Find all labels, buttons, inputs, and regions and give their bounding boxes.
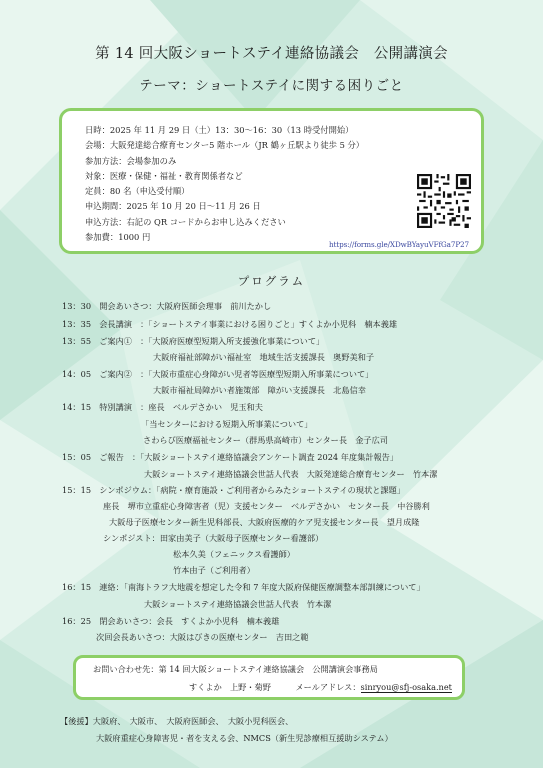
- program-item: 竹本由子（ご利用者）: [173, 565, 255, 575]
- program-item: 大阪ショートステイ連絡協議会世話人代表 竹本潔: [144, 599, 332, 609]
- program-item: 大阪市福祉局障がい者施策部 障がい支援課長 北島信幸: [153, 385, 366, 395]
- contact-names: すくよか 上野・菊野 メールアドレス：: [189, 682, 361, 692]
- program-item: 14：05 ご案内② ：「大阪市重症心身障がい児者等医療型短期入所事業について」: [62, 369, 374, 379]
- sponsors-line-1: 【後援】大阪府、 大阪市、 大阪府医師会、 大阪小児科医会、: [60, 716, 294, 726]
- program-item: 松本久美（フェニックス看護師）: [173, 549, 295, 559]
- program-item: 13：30 開会あいさつ：大阪府医師会理事 前川たかし: [62, 301, 272, 311]
- contact-office: お問い合わせ先：第 14 回大阪ショートステイ連絡協議会 公開講演会事務局: [93, 664, 378, 674]
- event-theme: テーマ：ショートステイに関する困りごと: [139, 78, 404, 94]
- program-title: プログラム: [237, 274, 306, 288]
- contact-box: [73, 655, 465, 700]
- program-item: 16：25 閉会あいさつ：会長 すくよか小児科 楠本義雄: [62, 616, 280, 626]
- program-item: 15：15 シンポジウム：「病院・療育施設・ご利用者からみたショートステイの現状と課題」: [62, 485, 405, 495]
- program-item: 「当センターにおける短期入所事業について」: [141, 419, 313, 429]
- sponsors-line-2: 大阪府重症心身障害児・者を支える会、NMCS（新生児診療相互援助システム）: [96, 733, 393, 743]
- program-item: 座長 堺市立重症心身障害者（児）支援センター ベルデさかい センター長 中谷勝利: [103, 501, 430, 511]
- info-apply-method: 申込方法：右記の QR コードからお申し込みください: [85, 216, 286, 227]
- program-item: 14：15 特別講演 ：座長 ベルデさかい 児玉和夫: [62, 402, 263, 412]
- program-item: さわらび医療福祉センター（群馬県高崎市）センター長 金子広司: [143, 435, 388, 445]
- info-date: 日時：2025 年 11 月 29 日（土）13：30～16：30（13 時受付開始）: [85, 125, 354, 135]
- event-title: 第 14 回大阪ショートステイ連絡協議会 公開講演会: [95, 46, 448, 62]
- info-method: 参加方法：会場参加のみ: [85, 155, 177, 166]
- program-item: 大阪母子医療センター新生児科部長、大阪府医療的ケア児支援センター長 望月成隆: [109, 517, 420, 527]
- program-item: 13：35 会長講演 ：「ショートステイ事業における困りごと」すくよか小児科 楠本義雄: [62, 319, 398, 329]
- program-item: シンポジスト：田家由美子（大阪母子医療センター看護部）: [103, 533, 324, 543]
- contact-line: [189, 682, 452, 693]
- info-period: 申込期間：2025 年 10 月 20 日～11 月 26 日: [85, 201, 261, 212]
- contact-email-link[interactable]: sinryou@sfj-osaka.net: [360, 682, 452, 692]
- sponsors: [60, 713, 393, 747]
- program-item: 15：05 ご報告 ：「大阪ショートステイ連絡協議会アンケート調査 2024 年度集計報告」: [62, 452, 399, 462]
- info-capacity: 定員：80 名（申込受付順）: [85, 186, 190, 197]
- program-item: 大阪府福祉部障がい福祉室 地域生活支援課長 奥野美和子: [153, 352, 375, 362]
- program-item: 次回会長あいさつ：大阪はびきの医療センター 吉田之範: [96, 632, 309, 642]
- program-item: 16：15 連絡：「南海トラフ大地震を想定した令和 7 年度大阪府保健医療調整本部訓練について」: [62, 582, 425, 592]
- info-venue: 会場：大阪発達総合療育センター5 階ホール（JR 鶴ヶ丘駅より徒歩 5 分）: [85, 140, 365, 151]
- form-link[interactable]: https://forms.gle/XDwBYayuVFfGa7P27: [328, 240, 469, 249]
- info-target: 対象：医療・保健・福祉・教育関係者など: [85, 170, 243, 181]
- info-fee: 参加費：1000 円: [85, 232, 151, 243]
- program-item: 大阪ショートステイ連絡協議会世話人代表 大阪発達総合療育センター 竹本潔: [144, 469, 438, 479]
- program-item: 13：55 ご案内① ：「大阪府医療型短期入所支援強化事業について」: [62, 336, 325, 346]
